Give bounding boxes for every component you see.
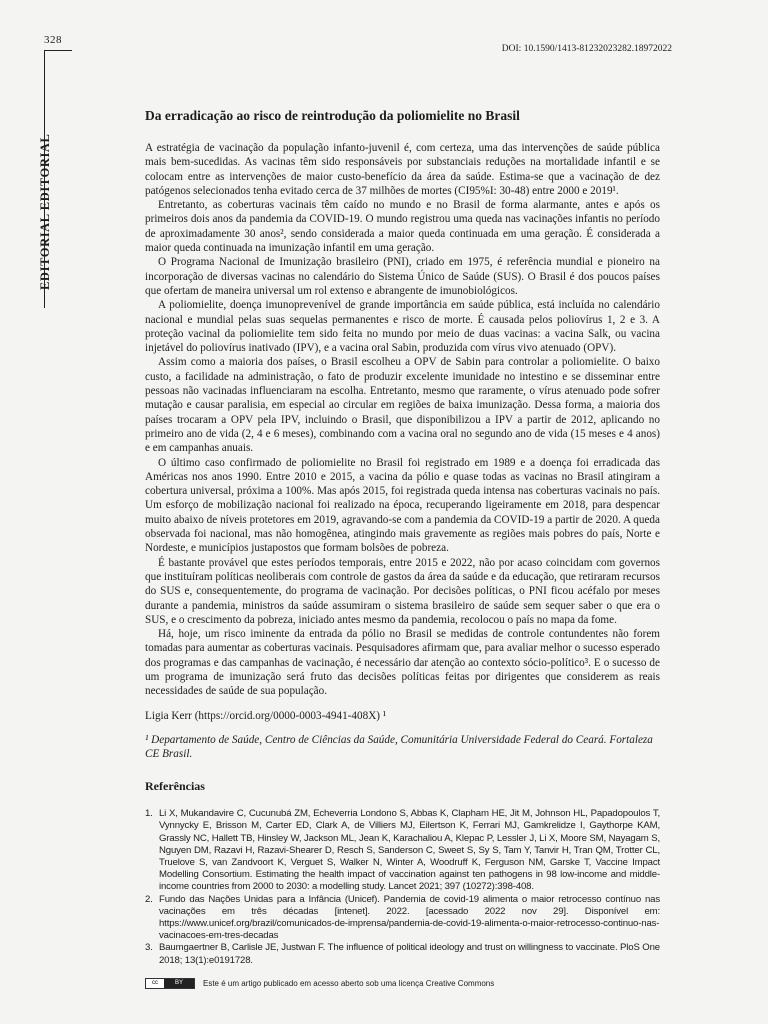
paragraph-4: A poliomielite, doença imunoprevenível de grande importância em saúde pública, está incluída no calendário nacional e mundial pelas suas sequelas permanentes e risco de morte. É causada pelos poliovírus 1, 2 e 3. A proteção vacinal da poliomielite tem sido feita no mundo por meio de duas vacinas: a vacina Salk, ou vacina injetável do poliovírus inativado (IPV), e a vacina oral Sabin, produzida com vírus vivo atenuado (OPV). <box>145 299 660 355</box>
reference-list <box>145 808 660 967</box>
paragraph-1: A estratégia de vacinação da população infanto-juvenil é, com certeza, uma das intervenções de saúde pública mais bem-sucedidas. As vacinas têm sido responsáveis por substanciais reduções na mortalidade infantil e se colocam entre as intervenções de maior custo-benefício da área da saúde. Estima-se que a vacinação de dez patógenos selecionados tenha evitado cerca de 37 milhões de mortes (CI95%I: 30-48) entre 2000 e 2019¹. <box>145 142 660 197</box>
cc-badge-left: cc <box>146 979 164 988</box>
reference-item <box>145 808 660 893</box>
author-line: Ligia Kerr (https://orcid.org/0000-0003-4941-408X) ¹ <box>145 709 387 722</box>
references-heading: Referências <box>145 779 205 794</box>
paragraph-7: É bastante provável que estes períodos temporais, entre 2015 e 2022, não por acaso coincidam com governos que instituíram políticas neoliberais com controle de gastos da área da saúde e da educação, que retiraram recursos do SUS e, consequentemente, do programa de vacinação. Por decisões políticas, o PNI ficou acéfalo por meses durante a pandemia, ministros da saúde assumiram o sistema brasileiro de saúde sem sequer saber o que era o SUS, e o crescimento da pobreza, iniciado antes mesmo da pandemia, recolocou o país no mapa da fome. <box>145 556 660 626</box>
paragraph-3: O Programa Nacional de Imunização brasileiro (PNI), criado em 1975, é referência mundial e pioneiro na incorporação de diversas vacinas no calendário do Sistema Único de Saúde (SUS). O Brasil é dos poucos países que ofertam de maneira universal um rol extenso e abrangente de imunobiológicos. <box>145 256 660 297</box>
reference-item <box>145 894 660 943</box>
reference-number: 2. <box>145 893 153 905</box>
reference-text: Fundo das Nações Unidas para a Infância (Unicef). Pandemia de covid-19 alimenta o maior retrocesso contínuo nas vacinações em três décadas [intenet]. 2022. [acessado 2022 nov 29]. Disponível em: https://www.unicef.org/brazil/comunicados-de-imprensa/pandemia-de-covid-19-alimenta-o-maior-retrocesso-continuo-nas-vacinacoes-em-tres-decadas <box>159 893 660 942</box>
creative-commons-badge-icon[interactable] <box>145 978 195 989</box>
header-rule <box>44 50 72 51</box>
article-content <box>145 108 660 967</box>
reference-number: 3. <box>145 942 153 954</box>
reference-item <box>145 942 660 966</box>
reference-number: 1. <box>145 808 153 820</box>
article-title: Da erradicação ao risco de reintrodução da poliomielite no Brasil <box>145 108 520 123</box>
affiliation: ¹ Departamento de Saúde, Centro de Ciências da Saúde, Comunitária Universidade Federal do Ceará. Fortaleza CE Brasil. <box>145 733 653 760</box>
paragraph-6: O último caso confirmado de poliomielite no Brasil foi registrado em 1989 e a doença foi erradicada das Américas nos anos 1990. Entre 2010 e 2015, a vacina da pólio e quase todas as vacinas no Brasil atingiram a cobertura universal, próxima a 100%. Mas após 2015, foi registrada queda intensa nas coberturas vacinais no país. Um esforço de mobilização nacional foi realizado na época, recuperando ligeiramente em 2018, para despencar muito abaixo de níveis protetores em 2019, agravando-se com a pandemia da COVID-19 a partir de 2020. A queda observada foi nacional, mas não homogênea, atingindo mais gravemente as regiões mais pobres do país, Norte e Nordeste, e municípios justapostos que formam bolsões de pobreza. <box>145 456 660 555</box>
paragraph-5: Assim como a maioria dos países, o Brasil escolheu a OPV de Sabin para controlar a poliomielite. O baixo custo, a facilidade na administração, o fato de produzir excelente imunidade no intestino e se disseminar entre pessoas não vacinadas influenciaram na escolha. Entretanto, mesmo que raramente, o vírus atenuado pode sofrer mutação e causar paralisia, em especial ao circular em regiões de baixa imunização. Dessa forma, a maioria dos países trocaram a OPV pela IPV, incluindo o Brasil, que disponibilizou a IPV a partir de 2012, aplicando no primeiro ano de vida (2, 4 e 6 meses), combinando com a vacina oral no segundo ano de vida (15 meses e 4 anos) e em campanhas anuais. <box>145 356 660 455</box>
section-label: EDITORIAL EDITORIAL <box>38 133 52 290</box>
article-body <box>145 141 660 699</box>
reference-text: Baumgaertner B, Carlisle JE, Justwan F. The influence of political ideology and trust on willingness to vaccinate. PloS One 2018; 13(1):e0191728. <box>159 942 660 966</box>
reference-text: Li X, Mukandavire C, Cucunubá ZM, Echeverria Londono S, Abbas K, Clapham HE, Jit M, Johnson HL, Papadopoulos T, Vynnycky E, Brisson M, Carter ED, Clark A, de Villiers MJ, Eilertson K, Ferrari MJ, Gamkrelidze I, Gaythorpe KAM, Grassly NC, Hallett TB, Hinsley W, Jackson ML, Jean K, Karachaliou A, Klepac P, Lessler J, Li X, Moore SM, Nayagam S, Nguyen DM, Razavi H, Razavi-Shearer D, Resch S, Sanderson C, Sweet S, Sy S, Tam Y, Tanvir H, Tran QM, Trotter CL, Truelove S, van Zandvoort K, Verguet S, Walker N, Winter A, Woodruff K, Ferguson NM, Garske T, Vaccine Impact Modelling Consortium. Estimating the health impact of vaccination against ten pathogens in 98 low-income and middle-income countries from 2000 to 2030: a modelling study. Lancet 2021; 397 (10272):398-408. <box>159 808 660 893</box>
page-number: 328 <box>44 34 62 46</box>
license-text: Este é um artigo publicado em acesso aberto sob uma licença Creative Commons <box>203 979 495 988</box>
cc-badge-right: BY <box>164 979 194 988</box>
paragraph-8: Há, hoje, um risco iminente da entrada da pólio no Brasil se medidas de controle contundentes não forem tomadas para aumentar as coberturas vacinais. Pesquisadores afirmam que, para avaliar melhor o sucesso esperado dos programas e das campanhas de vacinação, é necessário dar atenção ao contexto sócio-político³. E o sucesso de um programa de imunização será fruto das decisões políticas feitas por dirigentes que considerem as reais necessidades de saúde de sua população. <box>145 628 660 698</box>
paragraph-2: Entretanto, as coberturas vacinais têm caído no mundo e no Brasil de forma alarmante, antes e após os primeiros dois anos da pandemia da COVID-19. O mundo registrou uma queda nas vacinações infantis no período de aproximadamente 30 anos², sendo considerada a maior queda continuada em uma geração. É considerada a maior queda continuada na imunização infantil em uma geração. <box>145 199 660 255</box>
license-footer <box>145 978 494 989</box>
doi-text: DOI: 10.1590/1413-81232023282.18972022 <box>501 44 672 54</box>
